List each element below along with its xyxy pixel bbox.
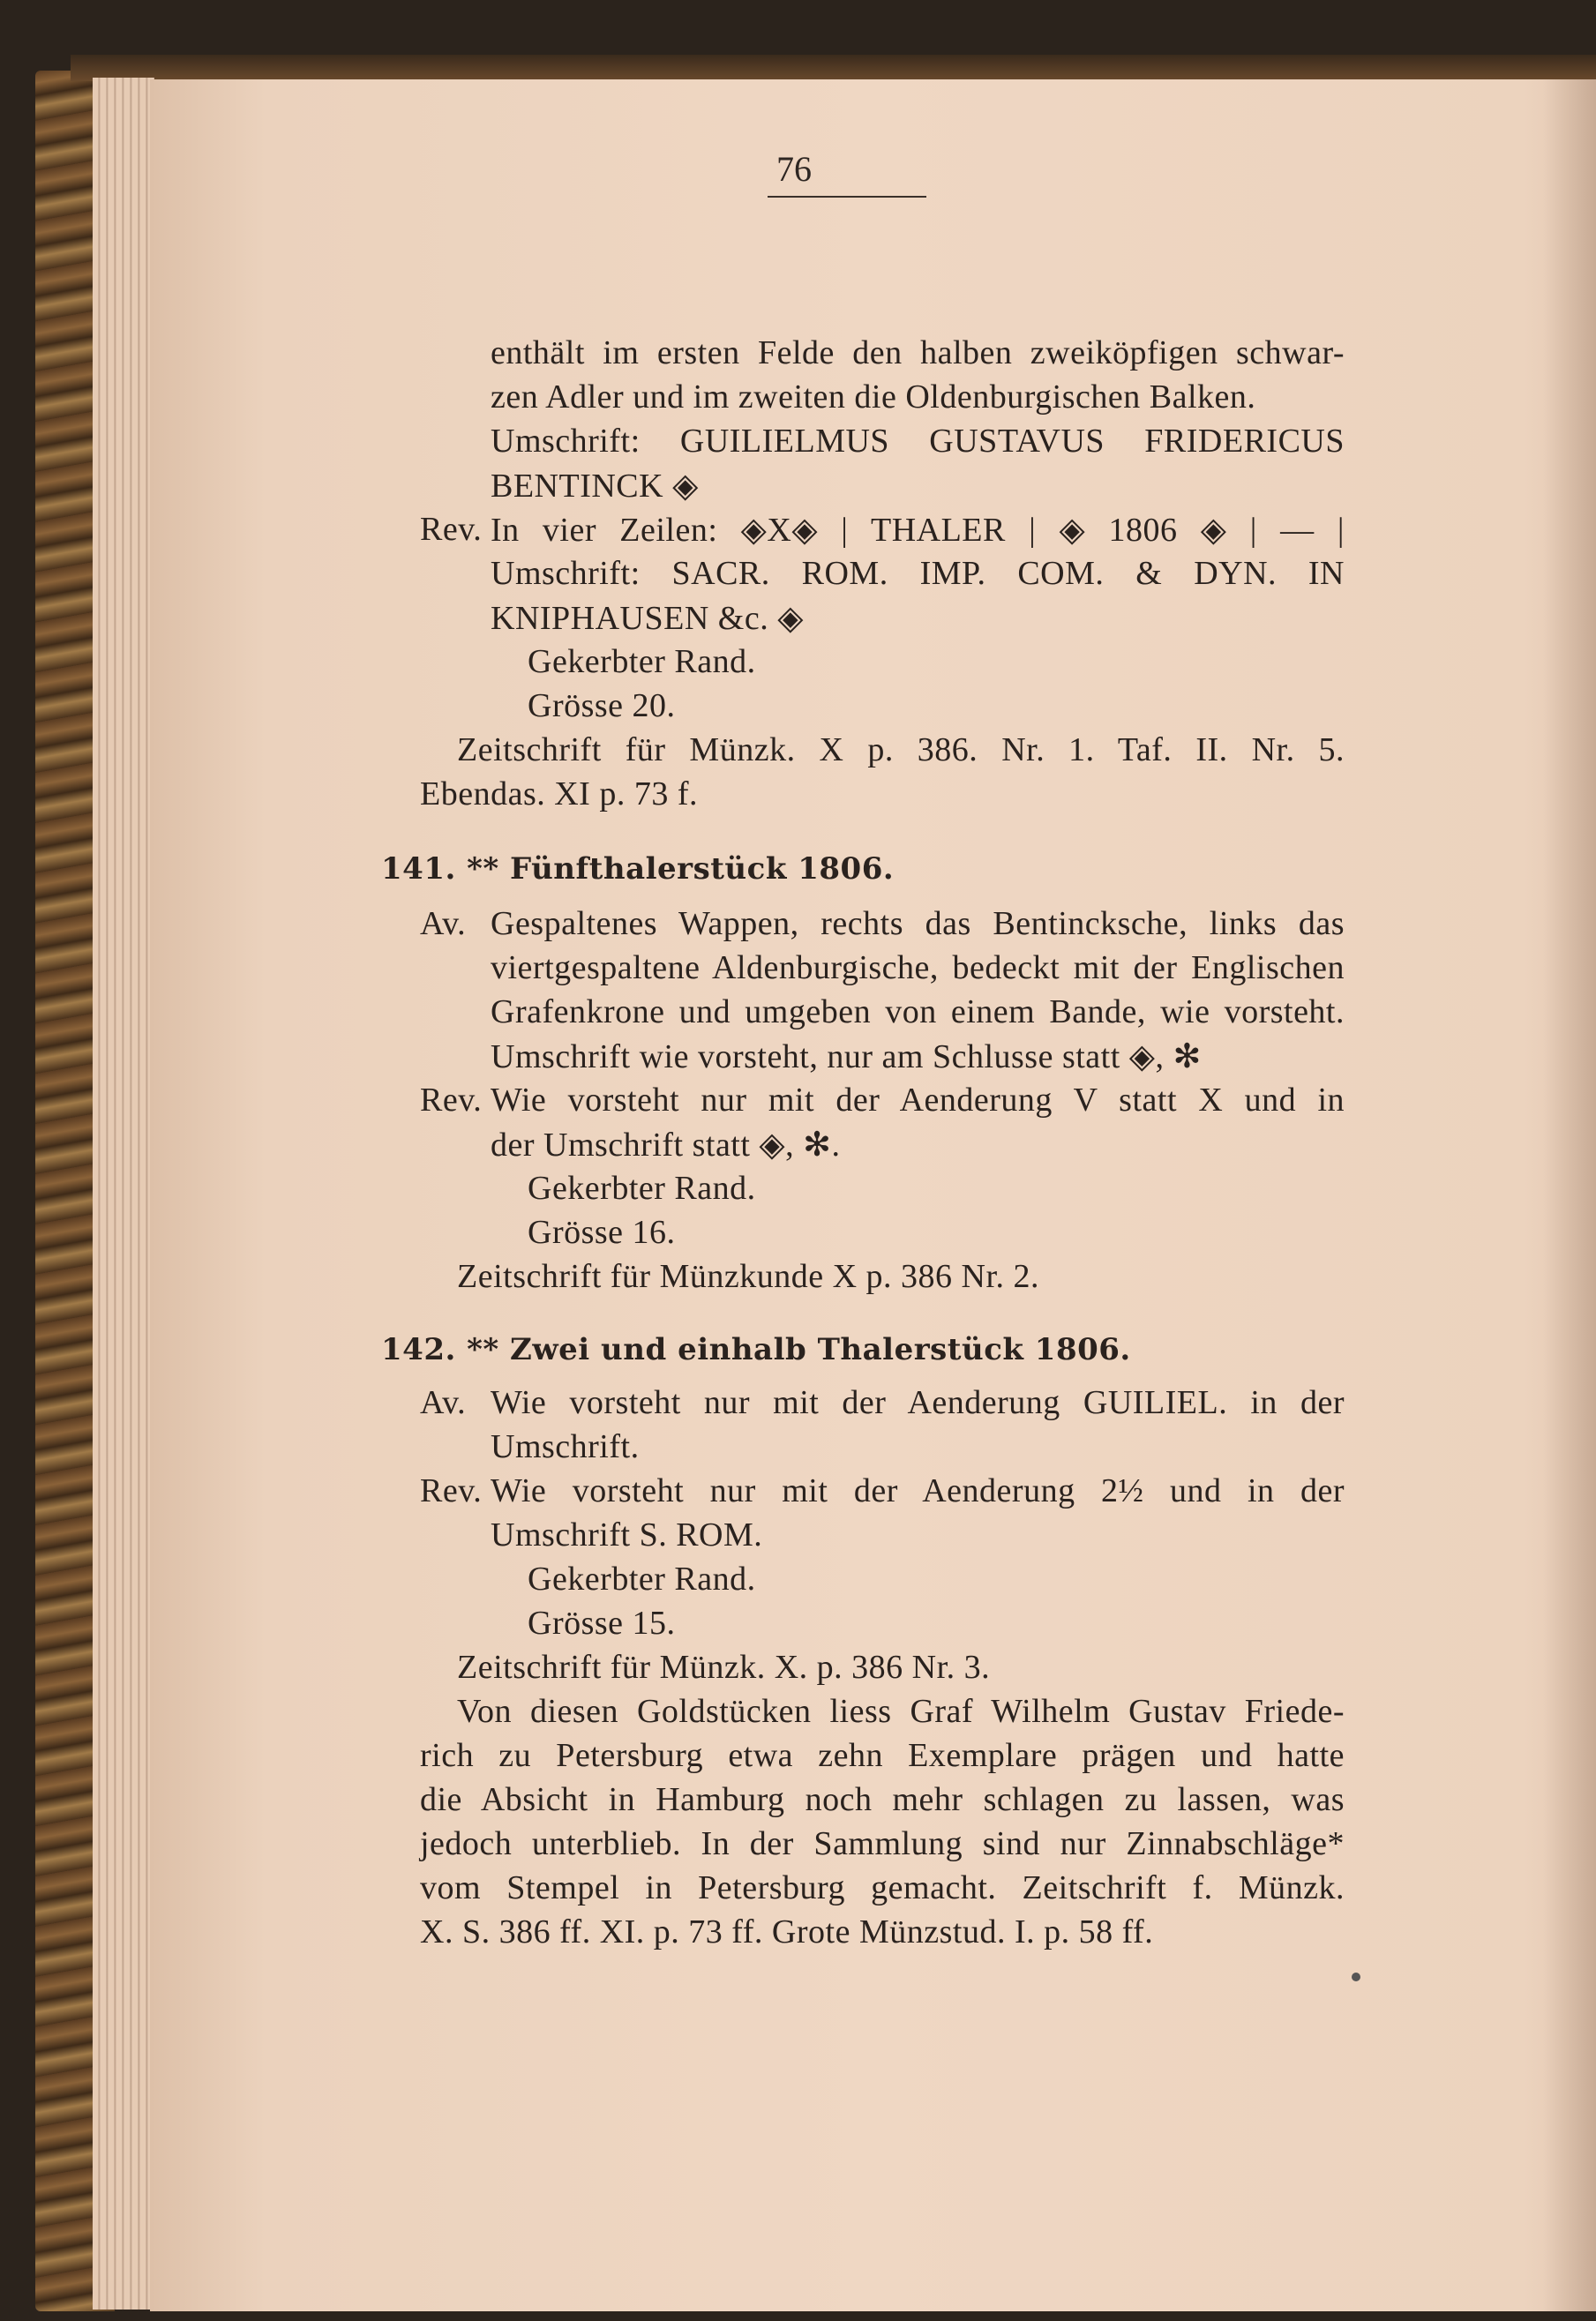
- page-edges: [93, 78, 154, 2310]
- page-number: 76: [776, 149, 812, 189]
- note-line: jedoch unterblieb. In der Sammlung sind nur Zinnabschläge*: [420, 1825, 1345, 1862]
- text-line: zen Adler und im zweiten die Oldenburgischen Balken.: [491, 378, 1256, 416]
- page-gutter-shadow: [1543, 79, 1596, 2311]
- text-line: KNIPHAUSEN &c. ◈: [491, 600, 804, 637]
- text-line: Wie vorsteht nur mit der Aenderung GUILIEL. in der: [491, 1384, 1345, 1421]
- text-line: Umschrift wie vorsteht, nur am Schlusse statt ◈, ✻: [491, 1038, 1202, 1075]
- text-line: In vier Zeilen: ◈X◈ | THALER | ◈ 1806 ◈ | — |: [491, 512, 1345, 549]
- rev-label: Rev.: [420, 511, 483, 548]
- book-cover-top: [71, 55, 1596, 81]
- av-label: Av.: [420, 905, 467, 942]
- size-note: Grösse 20.: [528, 687, 676, 724]
- size-note: Grösse 15.: [528, 1605, 676, 1642]
- text-line: Grafenkrone und umgeben von einem Bande, wie vorsteht.: [491, 993, 1345, 1030]
- section-heading: 142. ** Zwei und einhalb Thalerstück 1806.: [381, 1332, 1131, 1367]
- text-line: Umschrift S. ROM.: [491, 1516, 763, 1554]
- text-line: Umschrift: SACR. ROM. IMP. COM. & DYN. IN: [491, 555, 1345, 592]
- size-note: Grösse 16.: [528, 1214, 676, 1251]
- text-line: Umschrift.: [491, 1428, 640, 1465]
- text-line: enthält im ersten Felde den halben zweiköpfigen schwar-: [491, 334, 1345, 371]
- edge-note: Gekerbter Rand.: [528, 1170, 756, 1207]
- text-line: Wie vorsteht nur mit der Aenderung V statt X und in: [491, 1082, 1345, 1119]
- note-line: X. S. 386 ff. XI. p. 73 ff. Grote Münzstud. I. p. 58 ff.: [420, 1913, 1154, 1950]
- rev-label: Rev.: [420, 1082, 483, 1119]
- text-line: Gespaltenes Wappen, rechts das Bentincksche, links das: [491, 905, 1345, 942]
- reference: Zeitschrift für Münzk. X. p. 386 Nr. 3.: [457, 1649, 991, 1686]
- note-line: die Absicht in Hamburg noch mehr schlagen zu lassen, was: [420, 1781, 1345, 1818]
- text-line: Wie vorsteht nur mit der Aenderung 2½ und in der: [491, 1472, 1345, 1509]
- section-heading: 141. ** Fünfthalerstück 1806.: [381, 851, 895, 887]
- reference: Ebendas. XI p. 73 f.: [420, 775, 698, 812]
- page-number-rule: [768, 196, 926, 198]
- note-line: Von diesen Goldstücken liess Graf Wilhelm Gustav Friede-: [457, 1693, 1345, 1730]
- reference: Zeitschrift für Münzkunde X p. 386 Nr. 2.: [457, 1258, 1040, 1295]
- av-label: Av.: [420, 1384, 467, 1421]
- text-line: der Umschrift statt ◈, ✻.: [491, 1127, 841, 1164]
- edge-note: Gekerbter Rand.: [528, 643, 756, 680]
- rev-label: Rev.: [420, 1472, 483, 1509]
- ink-dot: [1352, 1973, 1360, 1981]
- note-line: vom Stempel in Petersburg gemacht. Zeitschrift f. Münzk.: [420, 1869, 1345, 1906]
- text-line: BENTINCK ◈: [491, 468, 699, 505]
- text-line: viertgespaltene Aldenburgische, bedeckt mit der Englischen: [491, 949, 1345, 986]
- reference: Zeitschrift für Münzk. X p. 386. Nr. 1. Taf. II. Nr. 5.: [457, 731, 1345, 768]
- note-line: rich zu Petersburg etwa zehn Exemplare prägen und hatte: [420, 1737, 1345, 1774]
- edge-note: Gekerbter Rand.: [528, 1561, 756, 1598]
- text-line: Umschrift: GUILIELMUS GUSTAVUS FRIDERICUS: [491, 423, 1345, 460]
